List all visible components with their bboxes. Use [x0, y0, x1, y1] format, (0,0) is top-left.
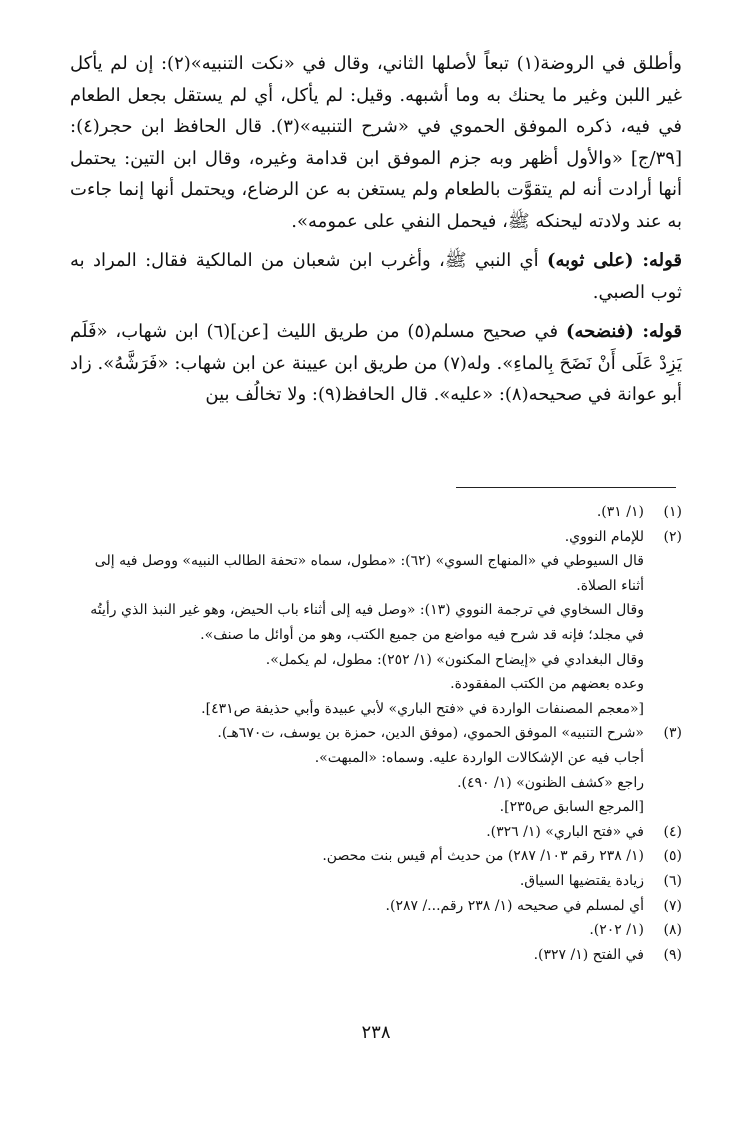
- footnote-line: أي لمسلم في صحيحه (١/ ٢٣٨ رقم.../ ٢٨٧).: [385, 897, 644, 914]
- gloss-lead-2: قوله: (فنضحه): [565, 321, 683, 342]
- footnote: [70, 500, 682, 525]
- footnote-line: في الفتح (١/ ٣٢٧).: [533, 946, 644, 963]
- footnote-line: (١/ ٢٣٨ رقم ١٠٣/ ٢٨٧) من حديث أم قيس بنت محصن.: [322, 848, 644, 865]
- footnote-number: (٢): [663, 528, 682, 545]
- footnote: [70, 894, 682, 919]
- footnote-number: (٨): [663, 922, 682, 939]
- footnote: [70, 844, 682, 869]
- gloss-text-1: أي النبي ﷺ، وأغرب ابن شعبان من المالكية فقال: المراد به ثوب الصبي.: [70, 250, 682, 303]
- footnote: [70, 943, 682, 968]
- footnote: [70, 918, 682, 943]
- footnote-number: (٣): [663, 725, 682, 742]
- footnote-line: في «فتح الباري» (١/ ٣٢٦).: [486, 823, 644, 840]
- footnote-line: وقال السخاوي في ترجمة النووي (١٣): «وصل فيه إلى أثناء باب الحيض، وهو غير النبذ الذي رأيتُه في مجلد؛ فإنه قد شرح فيه مواضع من جميع الكتب، وهو من أوائل ما صنف».: [90, 602, 644, 643]
- paragraph-1: وأطلق في الروضة(١) تبعاً لأصلها الثاني، وقال في «نكت التنبيه»(٢): إن لم يأكل غير اللبن وغير ما يحنك به وما أشبهه. وقيل: لم يأكل، أي لم يستقل بجعل الطعام في فيه، ذكره الموفق الحموي في «شرح التنبيه»(٣). قال الحافظ ابن حجر(٤): [٣٩/ج] «والأول أظهر وبه جزم الموفق ابن قدامة وغيره، وقال ابن التين: يحتمل أنها أرادت أنه لم يتقوَّت بالطعام ولم يستغن به عن الرضاع، ويحتمل أنها إنما جاءت به عند ولادته ليحنكه ﷺ، فيحمل النفي على عمومه».: [70, 53, 682, 232]
- footnote-line: قال السيوطي في «المنهاج السوي» (٦٢): «مطول، سماه «تحفة الطالب النبيه» ووصل فيه إلى أثناء الصلاة.: [94, 553, 644, 594]
- footnote-number: (٥): [663, 848, 682, 865]
- footnote-number: (٧): [663, 897, 682, 914]
- footnote: [70, 820, 682, 845]
- footnote: [70, 525, 682, 722]
- footnote-number: (١): [663, 504, 682, 520]
- paragraph-3: [70, 316, 682, 411]
- footnote-line: «شرح التنبيه» الموفق الحموي، (موفق الدين، حمزة بن يوسف، ت٦٧٠هـ).: [217, 725, 644, 742]
- main-text: [70, 48, 682, 421]
- footnote-line: وعده بعضهم من الكتب المفقودة.: [450, 676, 644, 693]
- footnote-number: (٦): [663, 872, 682, 889]
- footnote-line: [المرجع السابق ص٢٣٥].: [499, 799, 644, 816]
- footnote-number: (٩): [663, 946, 682, 963]
- footnotes: [70, 500, 682, 967]
- footnote: [70, 869, 682, 894]
- footnote-line: أجاب فيه عن الإشكالات الواردة عليه. وسماه: «المبهت».: [314, 749, 644, 766]
- footnote-line: [«معجم المصنفات الواردة في «فتح الباري» لأبي عبيدة وأبي حذيفة ص٤٣١].: [201, 700, 644, 717]
- footnote-divider: [456, 487, 676, 488]
- footnote: [70, 721, 682, 819]
- footnote-number: (٤): [663, 823, 682, 840]
- footnote-line: وقال البغدادي في «إيضاح المكنون» (١/ ٢٥٢): مطول، لم يكمل».: [265, 651, 644, 668]
- footnote-line: (١/ ٢٠٢).: [589, 922, 644, 939]
- paragraph-2: [70, 245, 682, 308]
- footnote-line: زيادة يقتضيها السياق.: [519, 872, 644, 889]
- gloss-lead-1: قوله: (على ثوبه): [546, 250, 683, 271]
- page-number: ٢٣٨: [361, 1022, 391, 1043]
- gloss-text-2: في صحيح مسلم(٥) من طريق الليث [عن](٦) ابن شهاب، «فَلَم يَزِدْ عَلَى أَنْ نَضَحَ بِالماءِ». وله(٧) من طريق ابن عيينة عن ابن شهاب: «فَرَشَّهُ». زاد أبو عوانة في صحيحه(٨): «عليه». قال الحافظ(٩): ولا تخالُف بين: [70, 321, 682, 405]
- footnote-line: للإمام النووي.: [564, 528, 644, 545]
- footnote-line: راجع «كشف الظنون» (١/ ٤٩٠).: [457, 774, 644, 791]
- footnote-line: (١/ ٣١).: [596, 504, 644, 520]
